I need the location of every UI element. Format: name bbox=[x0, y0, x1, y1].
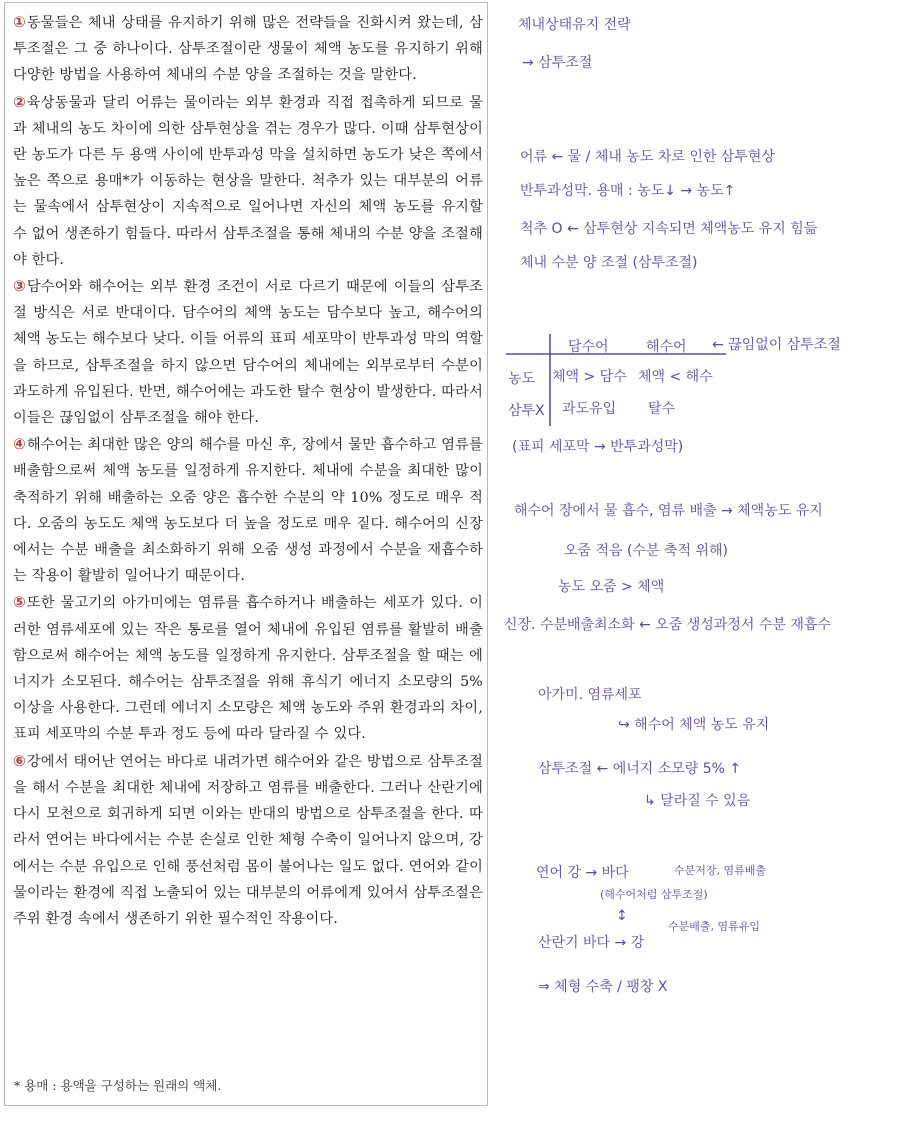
note-salmon-arrow: ↕ bbox=[616, 908, 628, 924]
note-conclusion: ⇒ 체형 수축 / 팽창 X bbox=[538, 979, 668, 995]
paragraph-4 bbox=[13, 431, 483, 589]
paragraph-5 bbox=[13, 589, 483, 747]
paragraph-text: 해수어는 최대한 많은 양의 해수를 마신 후, 장에서 물만 흡수하고 염류를 배출함으로써 체액 농도를 일정하게 유지한다. 체내에 수분을 최대한 많이 축적하기 위해 배출하는 오줌 양은 흡수한 수분의 약 10% 정도로 매우 적다. 오줌의 농도도 체액 농도보다 더 높을 정도로 매우 짙다. 해수어의 신장에서는 수분 배출을 최소화하기 위해 오줌 생성 과정에서 수분을 재흡수하는 작용이 활발히 일어나기 때문이다. bbox=[13, 437, 483, 585]
paragraph-marker: ④ bbox=[13, 435, 26, 454]
note-vertebrate: 척추 O ← 삼투현상 지속되면 체액농도 유지 힘듦 bbox=[520, 221, 818, 237]
note-gill-result: ↪ 해수어 체액 농도 유지 bbox=[618, 717, 770, 733]
note-semipermeable: 반투과성막. 용매 : 농도↓ → 농도↑ bbox=[520, 183, 736, 199]
note-salmon-river: 산란기 바다 → 강 bbox=[538, 935, 645, 951]
note-table-row1-c2: 체액 < 해수 bbox=[638, 369, 713, 385]
note-urine-conc: 농도 오줌 > 체액 bbox=[558, 579, 665, 595]
paragraph-text: 담수어와 해수어는 외부 환경 조건이 서로 다르기 때문에 이들의 삼투조절 방식은 서로 반대이다. 담수어의 체액 농도는 담수보다 높고, 해수어의 체액 농도는 해수보다 낮다. 이들 어류의 표피 세포막이 반투과성 막의 역할을 하므로, 삼투조절을 하지 않으면 담수어의 체내에는 외부로부터 수분이 과도하게 유입된다. 반면, 해수어에는 과도한 탈수 현상이 발생한다. 따라서 이들은 끊임없이 삼투조절을 해야 한다. bbox=[13, 279, 483, 427]
note-gill: 아가미. 염류세포 bbox=[538, 687, 642, 703]
paragraph-2 bbox=[13, 89, 483, 273]
passage-text bbox=[13, 9, 483, 932]
handwritten-notes bbox=[498, 0, 894, 1137]
paragraph-marker: ① bbox=[13, 13, 26, 31]
note-osmoregulation: → 삼투조절 bbox=[522, 55, 593, 71]
note-table-freshwater: 담수어 bbox=[568, 339, 609, 355]
paragraph-text: 동물들은 체내 상태를 유지하기 위해 많은 전략들을 진화시켜 왔는데, 삼투조절은 그 중 하나이다. 삼투조절이란 생물이 체액 농도를 유지하기 위해 다양한 방법을 사용하여 체내의 수분 양을 조절하는 것을 말한다. bbox=[13, 15, 483, 84]
note-table-row2-label: 삼투X bbox=[508, 403, 545, 419]
note-epidermis: (표피 세포막 → 반투과성막) bbox=[512, 439, 684, 455]
note-table-row1-c1: 체액 > 담수 bbox=[552, 369, 627, 385]
note-fish-osmosis: 어류 ← 물 / 체내 농도 차로 인한 삼투현상 bbox=[520, 149, 775, 165]
paragraph-marker: ③ bbox=[13, 277, 26, 296]
note-intestine: 해수어 장에서 물 흡수, 염류 배출 → 체액농도 유지 bbox=[514, 503, 823, 519]
paragraph-text: 강에서 태어난 연어는 바다로 내려가면 해수어와 같은 방법으로 삼투조절을 해서 수분을 최대한 체내에 저장하고 염류를 배출한다. 그러나 산란기에 다시 모천으로 회귀하게 되면 이와는 반대의 방법으로 삼투조절을 한다. 따라서 연어는 바다에서는 수분 손실로 인한 체형 수축이 일어나지 않으며, 강에서는 수분 유입으로 인해 풍선처럼 몸이 불어나는 일도 없다. 연어와 같이 물이라는 환경에 직접 노출되어 있는 대부분의 어류에게 있어서 삼투조절은 주위 환경 속에서 생존하기 위한 필수적인 작용이다. bbox=[13, 753, 483, 927]
paragraph-text: 또한 물고기의 아가미에는 염류를 흡수하거나 배출하는 세포가 있다. 이러한 염류세포에 있는 작은 통로를 열어 체내에 유입된 염류를 활발히 배출함으로써 해수어는 체액 농도를 일정하게 유지한다. 삼투조절을 할 때는 에너지가 소모된다. 해수어는 삼투조절을 위해 휴식기 에너지 소모량의 5% 이상을 사용한다. 그런데 에너지 소모량은 체액 농도와 주위 환경과의 차이, 표피 세포막의 수분 투과 정도 등에 따라 달라질 수 있다. bbox=[13, 595, 483, 743]
note-table-row2-c2: 탈수 bbox=[648, 401, 676, 417]
note-kidney: 신장. 수분배출최소화 ← 오줌 생성과정서 수분 재흡수 bbox=[504, 617, 831, 633]
note-strategy: 체내상태유지 전략 bbox=[518, 17, 631, 33]
note-salmon-river-detail: 수분배출, 염류유입 bbox=[668, 920, 761, 933]
paragraph-text: 육상동물과 달리 어류는 물이라는 외부 환경과 직접 접촉하게 되므로 물과 체내의 농도 차이에 의한 삼투현상을 겪는 경우가 많다. 이때 삼투현상이란 농도가 다른 두 용액 사이에 반투과성 막을 설치하면 농도가 낮은 쪽에서 높은 쪽으로 용매*가 이동하는 현상을 말한다. 척추가 있는 대부분의 어류는 물속에서 삼투현상이 지속적으로 일어나면 자신의 체액 농도를 유지할 수 없어 생존하기 힘들다. 따라서 삼투조절을 통해 체내의 수분 양을 조절해야 한다. bbox=[13, 94, 483, 268]
note-salmon-sea-detail: 수분저장, 염류배출 bbox=[674, 864, 767, 877]
paragraph-6 bbox=[13, 748, 483, 932]
note-urine-less: 오줌 적음 (수분 축적 위해) bbox=[564, 543, 728, 559]
paragraph-1 bbox=[13, 9, 483, 89]
note-table-seawater: 해수어 bbox=[646, 339, 687, 355]
passage-box bbox=[4, 2, 488, 1106]
note-table-row2-c1: 과도유입 bbox=[562, 401, 617, 417]
paragraph-marker: ⑤ bbox=[13, 593, 26, 612]
paragraph-3 bbox=[13, 273, 483, 431]
footnote: * 용매 : 용액을 구성하는 원래의 액체. bbox=[14, 1078, 222, 1093]
note-energy-varies: ↳ 달라질 수 있음 bbox=[644, 793, 751, 809]
note-salmon-sea: 연어 강 → 바다 bbox=[536, 865, 629, 881]
note-table-arrow: ← 끊임없이 삼투조절 bbox=[712, 337, 841, 353]
note-salmon-like-sea: (해수어처럼 삼투조절) bbox=[600, 888, 708, 901]
note-water-control: 체내 수분 양 조절 (삼투조절) bbox=[520, 255, 698, 271]
paragraph-marker: ② bbox=[13, 92, 26, 111]
note-table-row1-label: 농도 bbox=[508, 371, 536, 387]
note-energy: 삼투조절 ← 에너지 소모량 5% ↑ bbox=[538, 761, 742, 777]
paragraph-marker: ⑥ bbox=[13, 751, 26, 770]
